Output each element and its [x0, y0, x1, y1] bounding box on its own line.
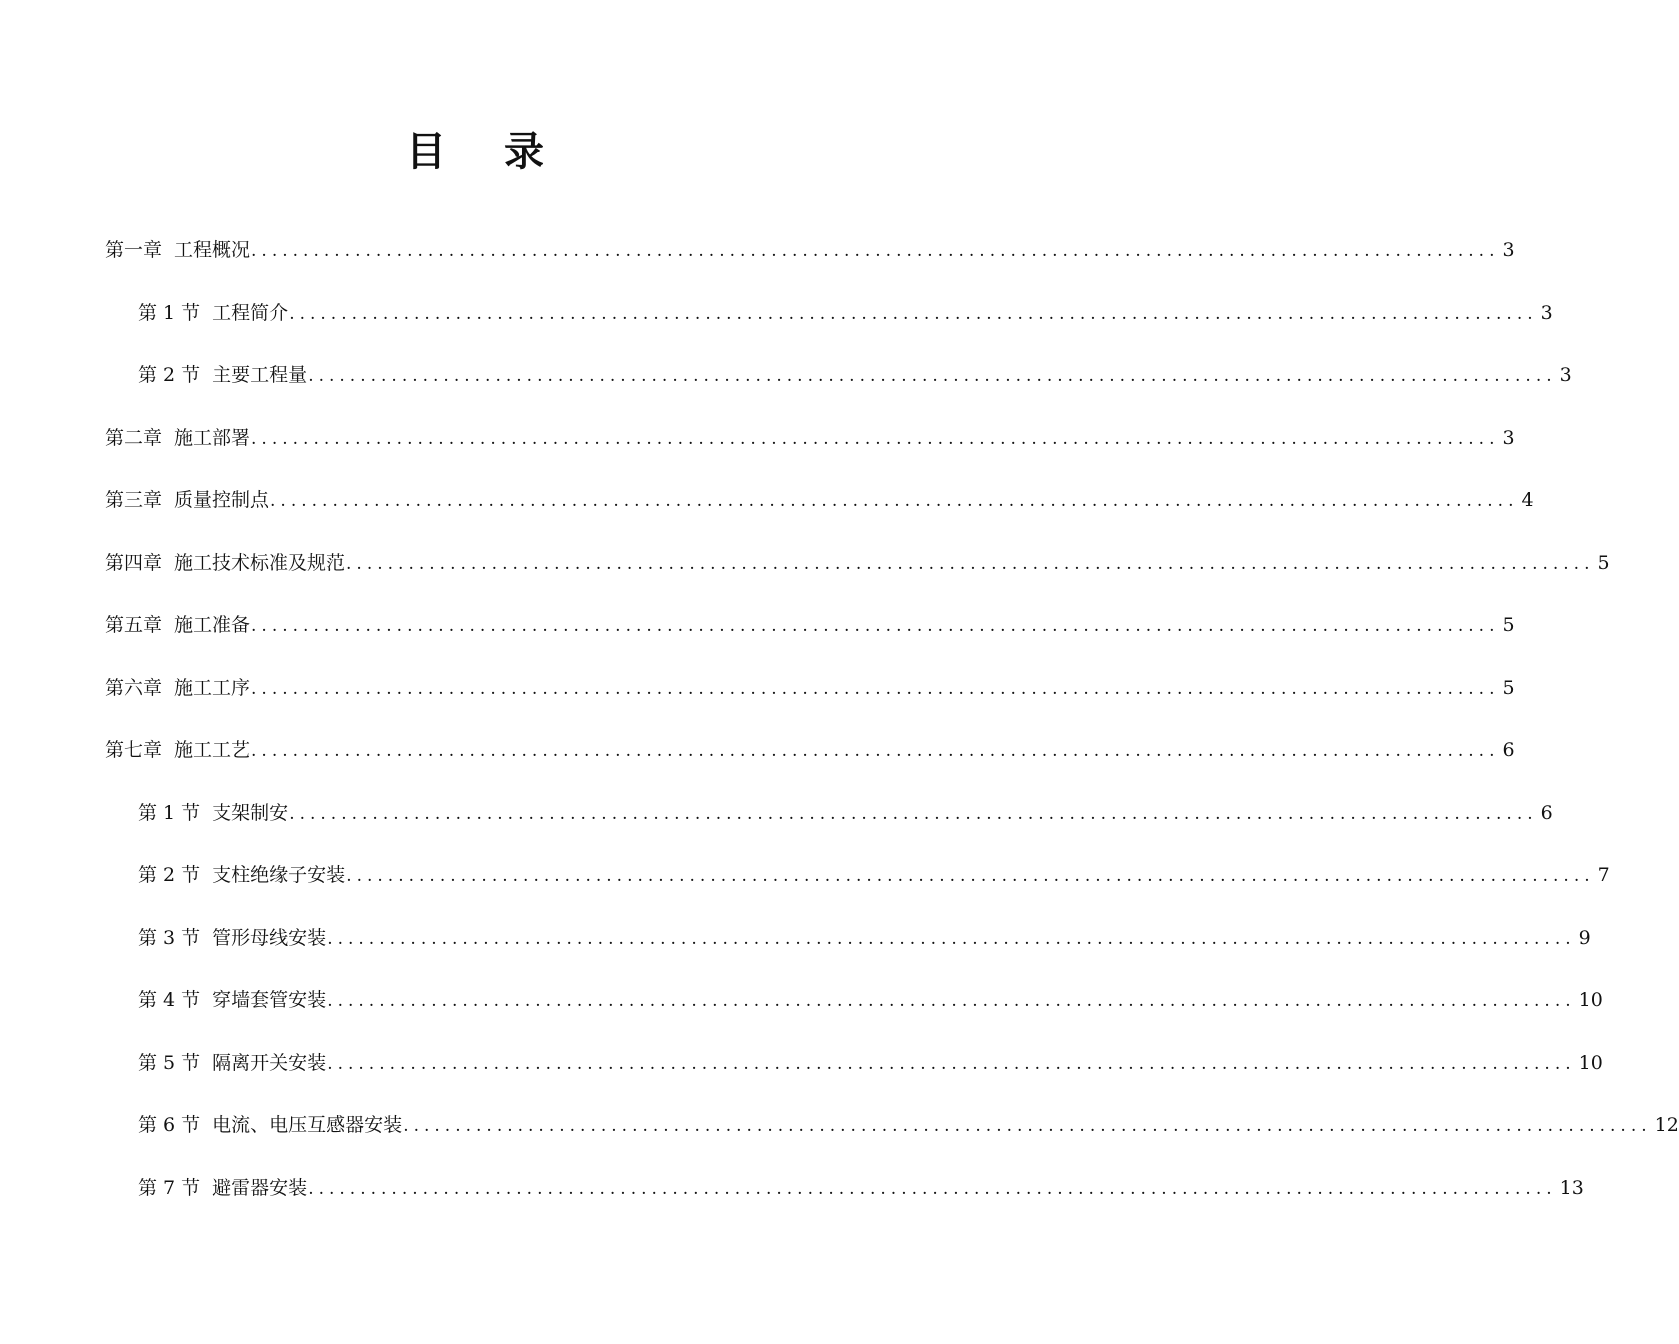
toc-text: 支柱绝缘子安装 — [212, 864, 346, 886]
toc-page-number: 3 — [1502, 427, 1515, 449]
toc-text: 施工部署 — [174, 427, 251, 449]
toc-page-number: 5 — [1597, 552, 1610, 574]
toc-number: 第 1 节 — [138, 302, 201, 324]
toc-leader-dots: ........................................................................................................................ — [346, 554, 1595, 574]
toc-text: 主要工程量 — [212, 364, 308, 386]
toc-leader-dots: ........................................................................................................................ — [308, 366, 1557, 386]
toc-page-number: 13 — [1559, 1177, 1584, 1199]
toc-page-number: 3 — [1559, 364, 1572, 386]
toc-leader-dots: ........................................................................................................................ — [251, 679, 1500, 699]
toc-entry[interactable] — [138, 860, 1610, 890]
toc-leader-dots: ........................................................................................................................ — [327, 991, 1576, 1011]
toc-text: 避雷器安装 — [212, 1177, 308, 1199]
toc-leader-dots: ........................................................................................................................ — [289, 304, 1538, 324]
toc-number: 第 7 节 — [138, 1177, 201, 1199]
toc-entry[interactable] — [105, 423, 1515, 453]
toc-text: 穿墙套管安装 — [212, 989, 327, 1011]
toc-page-number: 7 — [1597, 864, 1610, 886]
toc-page-number: 10 — [1578, 1052, 1603, 1074]
toc-number: 第七章 — [105, 739, 163, 761]
toc-number: 第 6 节 — [138, 1114, 201, 1136]
toc-number: 第 2 节 — [138, 864, 201, 886]
toc-page-number: 12 — [1654, 1114, 1679, 1136]
toc-number: 第 4 节 — [138, 989, 201, 1011]
toc-entry[interactable] — [105, 673, 1515, 703]
toc-leader-dots: ........................................................................................................................ — [251, 241, 1500, 261]
toc-leader-dots: ........................................................................................................................ — [251, 741, 1500, 761]
toc-page-number: 6 — [1502, 739, 1515, 761]
toc-page-number: 3 — [1502, 239, 1515, 261]
toc-leader-dots: ........................................................................................................................ — [270, 491, 1519, 511]
toc-entry[interactable] — [138, 298, 1553, 328]
toc-text: 施工工序 — [174, 677, 251, 699]
toc-text: 工程概况 — [174, 239, 251, 261]
toc-text: 施工技术标准及规范 — [174, 552, 346, 574]
toc-entry[interactable] — [138, 1173, 1584, 1203]
toc-entry[interactable] — [138, 985, 1603, 1015]
toc-number: 第六章 — [105, 677, 163, 699]
toc-leader-dots: ........................................................................................................................ — [403, 1116, 1652, 1136]
toc-number: 第 1 节 — [138, 802, 201, 824]
toc-number: 第 2 节 — [138, 364, 201, 386]
toc-leader-dots: ........................................................................................................................ — [251, 616, 1500, 636]
toc-number: 第三章 — [105, 489, 163, 511]
toc-entry[interactable] — [138, 1110, 1679, 1140]
toc-text: 电流、电压互感器安装 — [212, 1114, 403, 1136]
toc-text: 支架制安 — [212, 802, 289, 824]
toc-entry[interactable] — [138, 923, 1591, 953]
toc-leader-dots: ........................................................................................................................ — [327, 929, 1576, 949]
toc-entry[interactable] — [105, 485, 1534, 515]
toc-leader-dots: ........................................................................................................................ — [327, 1054, 1576, 1074]
toc-text: 隔离开关安装 — [212, 1052, 327, 1074]
toc-entry[interactable] — [105, 610, 1515, 640]
toc-leader-dots: ........................................................................................................................ — [251, 429, 1500, 449]
toc-number: 第 3 节 — [138, 927, 201, 949]
toc-number: 第四章 — [105, 552, 163, 574]
toc-number: 第五章 — [105, 614, 163, 636]
toc-entry[interactable] — [138, 1048, 1603, 1078]
toc-page-number: 4 — [1521, 489, 1534, 511]
toc-page-number: 5 — [1502, 677, 1515, 699]
toc-text: 工程简介 — [212, 302, 289, 324]
toc-entry[interactable] — [138, 360, 1572, 390]
toc-leader-dots: ........................................................................................................................ — [308, 1179, 1557, 1199]
toc-page-number: 10 — [1578, 989, 1603, 1011]
toc-text: 施工准备 — [174, 614, 251, 636]
toc-number: 第一章 — [105, 239, 163, 261]
toc-page-number: 6 — [1540, 802, 1553, 824]
page-title: 目 录 — [406, 129, 566, 175]
toc-entry[interactable] — [138, 798, 1553, 828]
toc-page-number: 9 — [1578, 927, 1591, 949]
toc-page-number: 3 — [1540, 302, 1553, 324]
toc-page-number: 5 — [1502, 614, 1515, 636]
toc-number: 第二章 — [105, 427, 163, 449]
toc-entry[interactable] — [105, 235, 1515, 265]
toc-text: 施工工艺 — [174, 739, 251, 761]
toc-text: 质量控制点 — [174, 489, 270, 511]
toc-leader-dots: ........................................................................................................................ — [346, 866, 1595, 886]
toc-entry[interactable] — [105, 548, 1610, 578]
toc-number: 第 5 节 — [138, 1052, 201, 1074]
toc-entry[interactable] — [105, 735, 1515, 765]
toc-text: 管形母线安装 — [212, 927, 327, 949]
toc-leader-dots: ........................................................................................................................ — [289, 804, 1538, 824]
